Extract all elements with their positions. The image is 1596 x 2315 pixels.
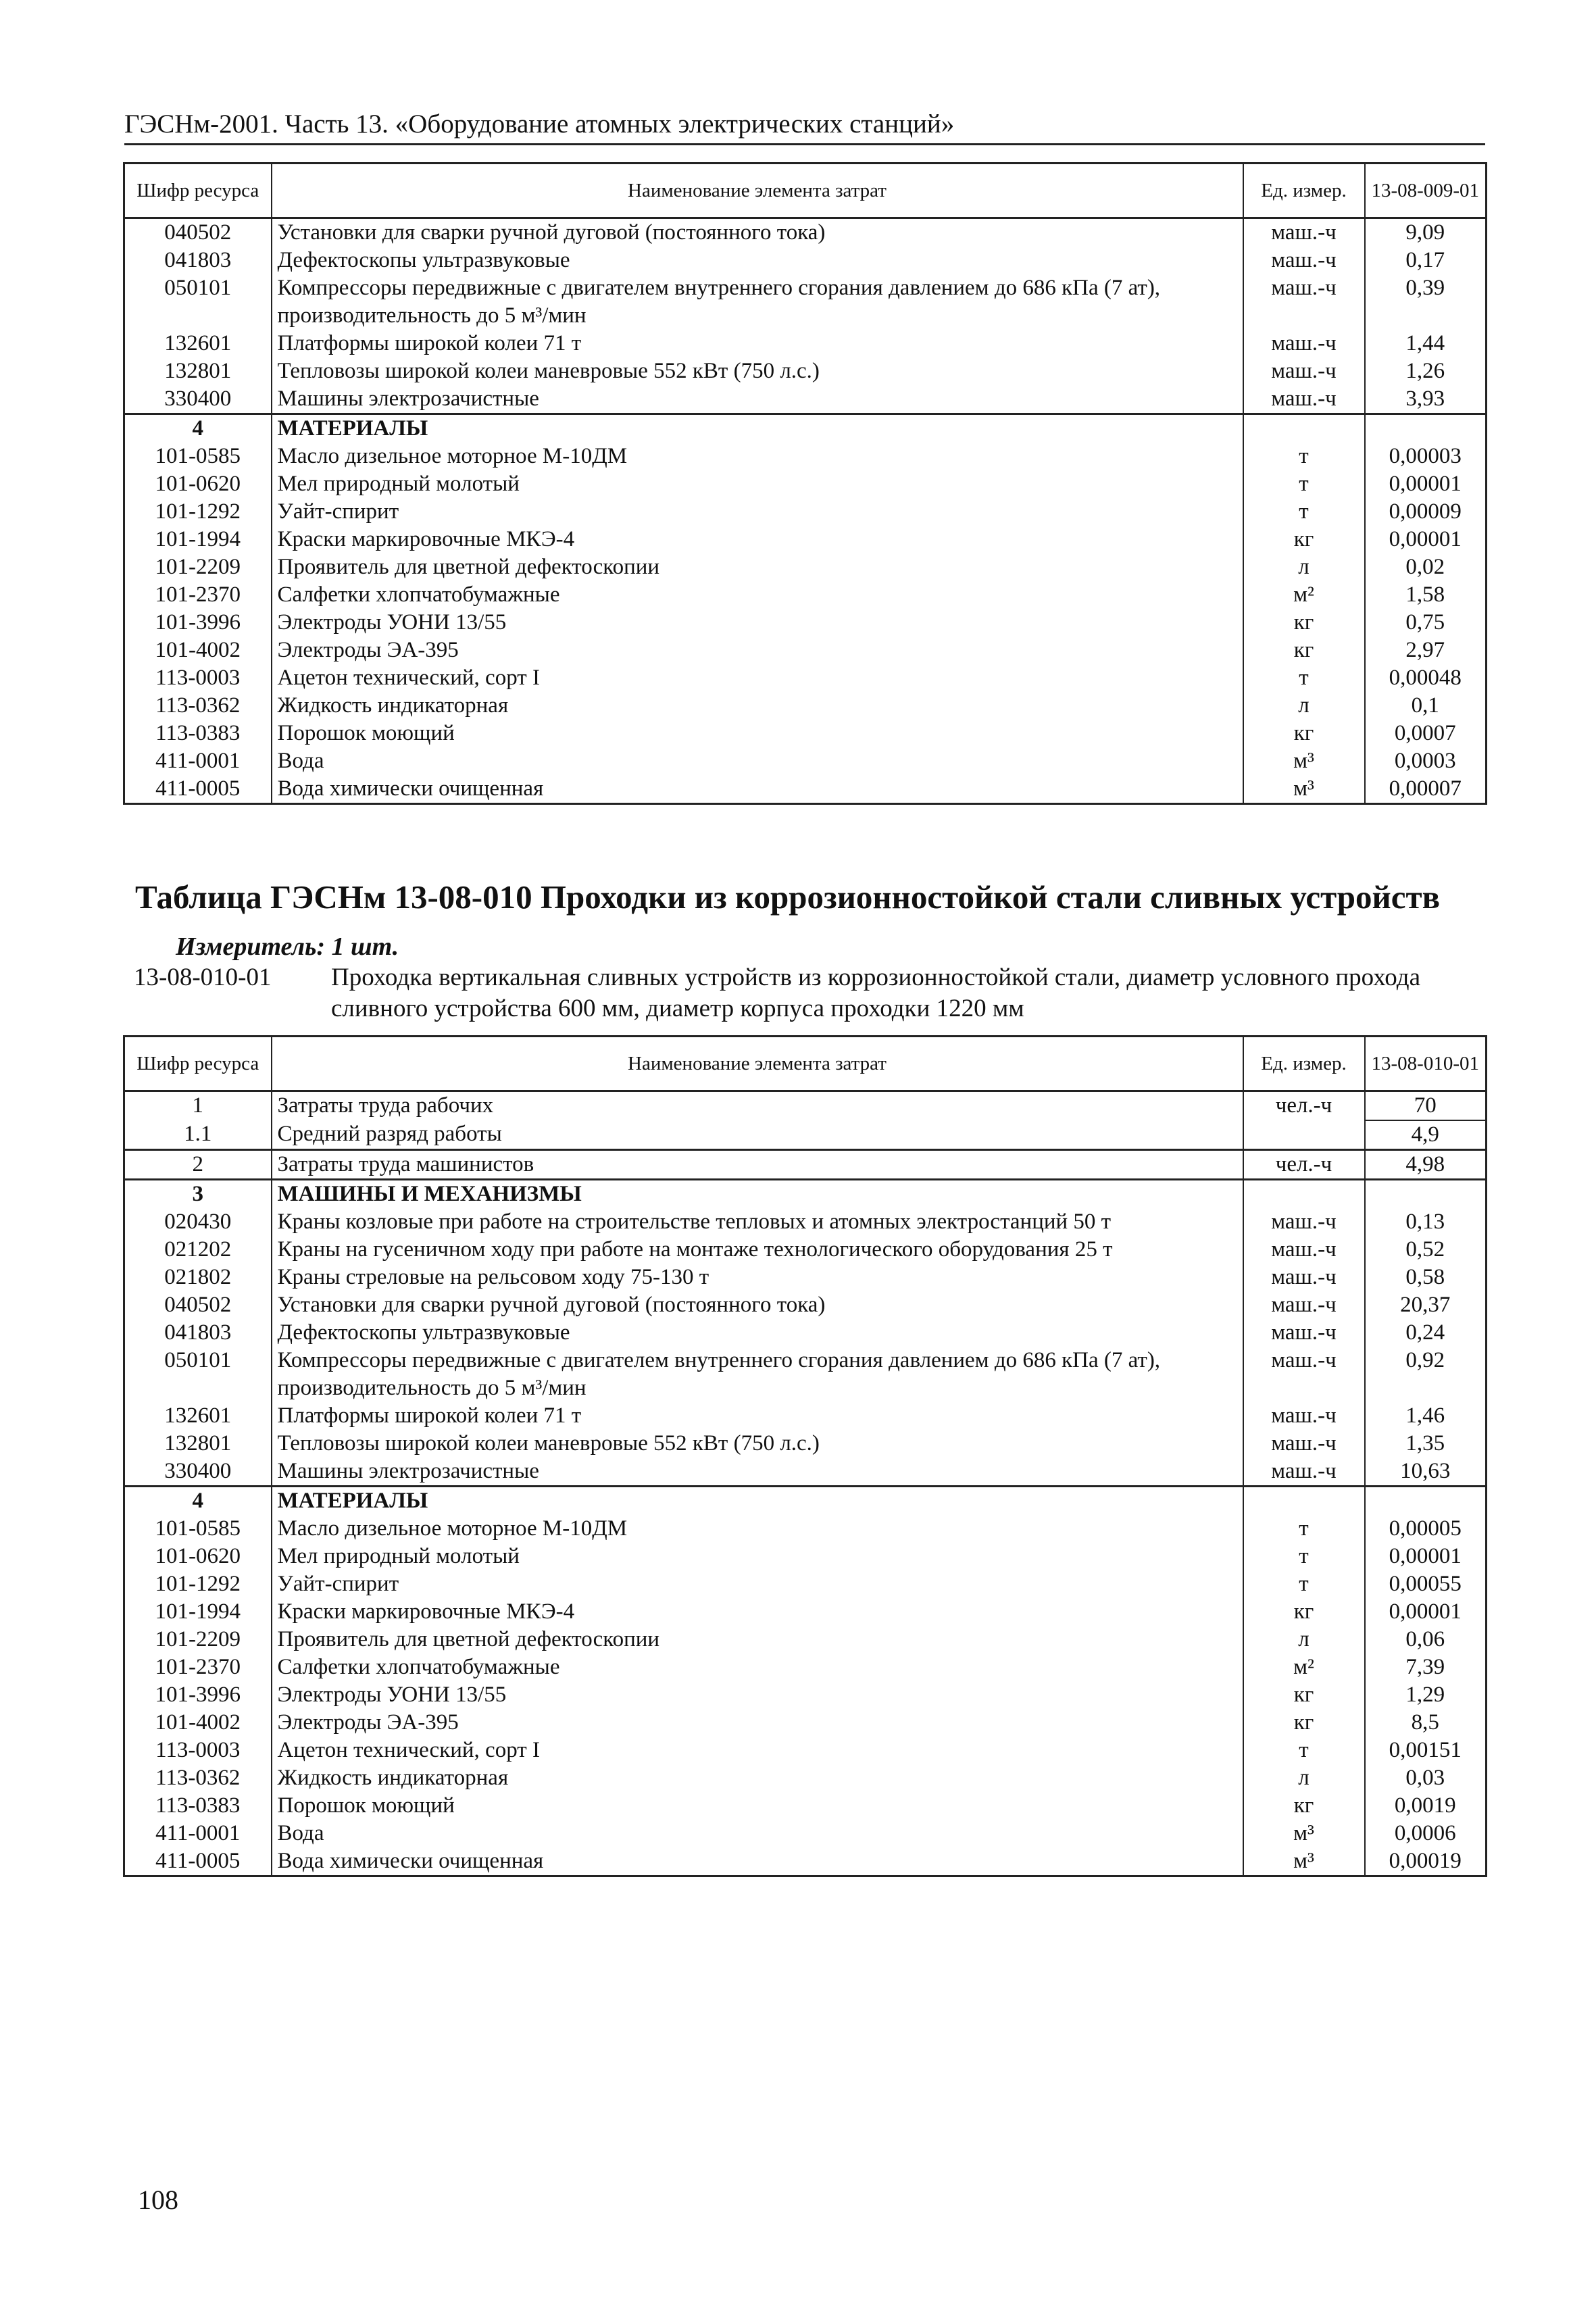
- machines-group: [124, 1180, 1487, 1487]
- resource-unit: кг: [1243, 1681, 1365, 1709]
- table-row: [124, 1150, 1487, 1180]
- resource-name: Электроды ЭА-395: [272, 637, 1243, 664]
- resource-name: Салфетки хлопчатобумажные: [272, 581, 1243, 609]
- resource-value: 1,58: [1365, 581, 1487, 609]
- resource-unit: маш.-ч: [1243, 330, 1365, 357]
- resource-value: 0,00001: [1365, 526, 1487, 553]
- resource-value: 70: [1365, 1091, 1487, 1121]
- resource-unit: кг: [1243, 526, 1365, 553]
- resource-unit: кг: [1243, 720, 1365, 747]
- resource-code: 132801: [124, 357, 272, 385]
- resource-value: 0,13: [1365, 1208, 1487, 1236]
- table-row: [124, 553, 1487, 581]
- resource-name: Установки для сварки ручной дуговой (постоянного тока): [272, 1291, 1243, 1319]
- table-row: [124, 385, 1487, 414]
- resource-value: 0,03: [1365, 1764, 1487, 1792]
- resource-unit: маш.-ч: [1243, 1458, 1365, 1487]
- resource-name: Краны на гусеничном ходу при работе на монтаже технологического оборудования 25 т: [272, 1236, 1243, 1264]
- table-row: [124, 1091, 1487, 1121]
- table-row: [124, 720, 1487, 747]
- resource-code: 1.1: [124, 1120, 272, 1150]
- resource-code: 101-0620: [124, 1543, 272, 1570]
- resource-code: 101-1292: [124, 498, 272, 526]
- section-code: 4: [124, 1487, 272, 1516]
- table-row: [124, 581, 1487, 609]
- resource-code: 101-3996: [124, 1681, 272, 1709]
- resource-name: Порошок моющий: [272, 1792, 1243, 1820]
- table-row: [124, 1709, 1487, 1737]
- table-row: [124, 1626, 1487, 1653]
- resource-value: 0,06: [1365, 1626, 1487, 1653]
- table-row: [124, 1820, 1487, 1847]
- col-header-code: Шифр ресурса: [124, 1037, 272, 1091]
- resource-code: 040502: [124, 218, 272, 247]
- resource-unit: м³: [1243, 747, 1365, 775]
- section-code: 4: [124, 414, 272, 443]
- resource-name: Платформы широкой колеи 71 т: [272, 330, 1243, 357]
- table-row: [124, 498, 1487, 526]
- resource-value: 1,46: [1365, 1402, 1487, 1430]
- table-row: [124, 747, 1487, 775]
- resource-code: 411-0001: [124, 747, 272, 775]
- norm-item-description: Проходка вертикальная сливных устройств из коррозионностойкой стали, диаметр условного прохода сливного устройства 600 мм, диаметр корпуса проходки 1220 мм: [331, 964, 1420, 1022]
- section-name: МАТЕРИАЛЫ: [272, 414, 1243, 443]
- resource-value: 20,37: [1365, 1291, 1487, 1319]
- resource-value: 0,00055: [1365, 1570, 1487, 1598]
- resource-value: 0,39: [1365, 274, 1487, 330]
- resource-code: 411-0001: [124, 1820, 272, 1847]
- resource-code: 330400: [124, 1458, 272, 1487]
- resource-name: Порошок моющий: [272, 720, 1243, 747]
- resource-unit: маш.-ч: [1243, 247, 1365, 274]
- table-row: [124, 1792, 1487, 1820]
- resource-value: 0,00048: [1365, 664, 1487, 692]
- resource-unit: [1243, 1120, 1365, 1150]
- resource-unit: т: [1243, 664, 1365, 692]
- resource-unit: л: [1243, 1764, 1365, 1792]
- resource-unit: л: [1243, 553, 1365, 581]
- resource-name: Тепловозы широкой колеи маневровые 552 кВт (750 л.с.): [272, 1430, 1243, 1458]
- resource-unit: л: [1243, 692, 1365, 720]
- resource-unit: маш.-ч: [1243, 1347, 1365, 1402]
- resource-value: 0,58: [1365, 1264, 1487, 1291]
- resource-value: 0,24: [1365, 1319, 1487, 1347]
- resource-code: 101-2209: [124, 1626, 272, 1653]
- resource-name: Краны стреловые на рельсовом ходу 75-130 т: [272, 1264, 1243, 1291]
- resource-code: 113-0362: [124, 692, 272, 720]
- resource-value: 0,52: [1365, 1236, 1487, 1264]
- table-row: [124, 1208, 1487, 1236]
- resource-code: 101-1994: [124, 526, 272, 553]
- table-row: [124, 1120, 1487, 1150]
- resource-value: 0,00001: [1365, 1598, 1487, 1626]
- table-row: [124, 637, 1487, 664]
- resource-table-13-08-010: [123, 1035, 1487, 1877]
- resource-unit: т: [1243, 498, 1365, 526]
- resource-unit: маш.-ч: [1243, 274, 1365, 330]
- resource-name: Вода: [272, 1820, 1243, 1847]
- table-row: [124, 692, 1487, 720]
- resource-code: 411-0005: [124, 1847, 272, 1876]
- resource-unit: т: [1243, 1515, 1365, 1543]
- resource-value: 0,92: [1365, 1347, 1487, 1402]
- resource-value: 0,00001: [1365, 470, 1487, 498]
- resource-unit: м³: [1243, 1847, 1365, 1876]
- resource-name: Электроды УОНИ 13/55: [272, 609, 1243, 637]
- resource-value: 1,44: [1365, 330, 1487, 357]
- resource-name: Краски маркировочные МКЭ-4: [272, 526, 1243, 553]
- resource-value: 8,5: [1365, 1709, 1487, 1737]
- table-row: [124, 1430, 1487, 1458]
- resource-code: 101-1994: [124, 1598, 272, 1626]
- table-row: [124, 526, 1487, 553]
- resource-unit: т: [1243, 1737, 1365, 1764]
- resource-name: Вода: [272, 747, 1243, 775]
- section-name: МАТЕРИАЛЫ: [272, 1487, 1243, 1516]
- resource-code: 1: [124, 1091, 272, 1121]
- col-header-unit: Ед. измер.: [1243, 1037, 1365, 1091]
- col-header-name: Наименование элемента затрат: [272, 1037, 1243, 1091]
- resource-name: Вода химически очищенная: [272, 775, 1243, 804]
- resource-name: Электроды УОНИ 13/55: [272, 1681, 1243, 1709]
- table-row: [124, 1570, 1487, 1598]
- resource-code: 040502: [124, 1291, 272, 1319]
- resource-unit: маш.-ч: [1243, 385, 1365, 414]
- table-row: [124, 274, 1487, 330]
- resource-value: 0,75: [1365, 609, 1487, 637]
- materials-group: [124, 1487, 1487, 1876]
- resource-name: Затраты труда рабочих: [272, 1091, 1243, 1121]
- resource-code: 101-4002: [124, 637, 272, 664]
- resource-code: 330400: [124, 385, 272, 414]
- resource-code: 132601: [124, 1402, 272, 1430]
- table-row: [124, 357, 1487, 385]
- resource-value: 0,00007: [1365, 775, 1487, 804]
- table-row: [124, 1291, 1487, 1319]
- resource-value: 3,93: [1365, 385, 1487, 414]
- resource-code: 132801: [124, 1430, 272, 1458]
- resource-code: 101-3996: [124, 609, 272, 637]
- resource-unit: маш.-ч: [1243, 1208, 1365, 1236]
- resource-value: 1,29: [1365, 1681, 1487, 1709]
- resource-unit: маш.-ч: [1243, 218, 1365, 247]
- resource-code: 101-2370: [124, 581, 272, 609]
- resource-name: Жидкость индикаторная: [272, 1764, 1243, 1792]
- section-row-materials: [124, 1487, 1487, 1516]
- resource-code: 132601: [124, 330, 272, 357]
- table-row: [124, 443, 1487, 470]
- resource-unit: кг: [1243, 1598, 1365, 1626]
- resource-name: Ацетон технический, сорт I: [272, 664, 1243, 692]
- resource-name: Платформы широкой колеи 71 т: [272, 1402, 1243, 1430]
- resource-name: Тепловозы широкой колеи маневровые 552 кВт (750 л.с.): [272, 357, 1243, 385]
- resource-name: Мел природный молотый: [272, 1543, 1243, 1570]
- table-row: [124, 1681, 1487, 1709]
- table-title: Таблица ГЭСНм 13-08-010 Проходки из коррозионностойкой стали сливных устройств: [135, 878, 1441, 916]
- resource-value: 7,39: [1365, 1653, 1487, 1681]
- resource-code: 101-0620: [124, 470, 272, 498]
- resource-unit: маш.-ч: [1243, 1402, 1365, 1430]
- table-row: [124, 1347, 1487, 1402]
- resource-value: 0,17: [1365, 247, 1487, 274]
- resource-unit: маш.-ч: [1243, 1430, 1365, 1458]
- resource-name: Компрессоры передвижные с двигателем внутреннего сгорания давлением до 686 кПа (7 ат), производительность до 5 м³/мин: [272, 1347, 1243, 1402]
- table-row: [124, 470, 1487, 498]
- col-header-name: Наименование элемента затрат: [272, 164, 1243, 218]
- resource-code: 2: [124, 1150, 272, 1180]
- resource-unit: м²: [1243, 581, 1365, 609]
- table-row: [124, 1319, 1487, 1347]
- resource-code: 041803: [124, 247, 272, 274]
- table-row: [124, 330, 1487, 357]
- resource-unit: чел.-ч: [1243, 1091, 1365, 1121]
- table-row: [124, 775, 1487, 804]
- table-row: [124, 1764, 1487, 1792]
- resource-code: 113-0383: [124, 1792, 272, 1820]
- table-row: [124, 1236, 1487, 1264]
- resource-unit: кг: [1243, 637, 1365, 664]
- table-row: [124, 1515, 1487, 1543]
- resource-name: Мел природный молотый: [272, 470, 1243, 498]
- resource-code: 113-0003: [124, 664, 272, 692]
- resource-name: Ацетон технический, сорт I: [272, 1737, 1243, 1764]
- resource-code: 050101: [124, 1347, 272, 1402]
- resource-name: Средний разряд работы: [272, 1120, 1243, 1150]
- resource-value: 4,98: [1365, 1150, 1487, 1180]
- resource-code: 113-0003: [124, 1737, 272, 1764]
- resource-unit: кг: [1243, 609, 1365, 637]
- resource-unit: маш.-ч: [1243, 1236, 1365, 1264]
- resource-value: 0,02: [1365, 553, 1487, 581]
- resource-unit: т: [1243, 1543, 1365, 1570]
- resource-name: Проявитель для цветной дефектоскопии: [272, 553, 1243, 581]
- resource-name: Установки для сварки ручной дуговой (постоянного тока): [272, 218, 1243, 247]
- table-row: [124, 1402, 1487, 1430]
- col-header-norm: 13-08-009-01: [1365, 164, 1487, 218]
- table-header-row: [124, 1037, 1487, 1091]
- resource-unit: т: [1243, 470, 1365, 498]
- resource-value: 0,00001: [1365, 1543, 1487, 1570]
- resource-name: Компрессоры передвижные с двигателем внутреннего сгорания давлением до 686 кПа (7 ат), производительность до 5 м³/мин: [272, 274, 1243, 330]
- col-header-code: Шифр ресурса: [124, 164, 272, 218]
- resource-unit: маш.-ч: [1243, 1319, 1365, 1347]
- resource-unit: м³: [1243, 775, 1365, 804]
- resource-name: Машины электрозачистные: [272, 385, 1243, 414]
- resource-name: Дефектоскопы ультразвуковые: [272, 247, 1243, 274]
- resource-unit: чел.-ч: [1243, 1150, 1365, 1180]
- resource-value: 0,00019: [1365, 1847, 1487, 1876]
- resource-unit: м²: [1243, 1653, 1365, 1681]
- resource-name: Салфетки хлопчатобумажные: [272, 1653, 1243, 1681]
- table-row: [124, 218, 1487, 247]
- resource-unit: кг: [1243, 1709, 1365, 1737]
- col-header-norm: 13-08-010-01: [1365, 1037, 1487, 1091]
- page-number: 108: [138, 2185, 178, 2215]
- resource-table-13-08-009: [123, 162, 1487, 805]
- section-row-materials: [124, 414, 1487, 443]
- resource-code: 020430: [124, 1208, 272, 1236]
- running-header: ГЭСНм-2001. Часть 13. «Оборудование атомных электрических станций»: [124, 108, 1485, 145]
- resource-name: Краски маркировочные МКЭ-4: [272, 1598, 1243, 1626]
- resource-value: 1,26: [1365, 357, 1487, 385]
- resource-code: 101-2370: [124, 1653, 272, 1681]
- resource-value: 0,1: [1365, 692, 1487, 720]
- resource-name: Уайт-спирит: [272, 498, 1243, 526]
- table-row: [124, 1458, 1487, 1487]
- table-row: [124, 1653, 1487, 1681]
- resource-value: 9,09: [1365, 218, 1487, 247]
- resource-unit: маш.-ч: [1243, 357, 1365, 385]
- resource-value: 1,35: [1365, 1430, 1487, 1458]
- table-row: [124, 1543, 1487, 1570]
- resource-value: 0,0007: [1365, 720, 1487, 747]
- resource-value: 10,63: [1365, 1458, 1487, 1487]
- resource-unit: маш.-ч: [1243, 1291, 1365, 1319]
- resource-code: 101-0585: [124, 443, 272, 470]
- resource-code: 041803: [124, 1319, 272, 1347]
- resource-name: Электроды ЭА-395: [272, 1709, 1243, 1737]
- section-code: 3: [124, 1180, 272, 1209]
- resource-value: 0,00151: [1365, 1737, 1487, 1764]
- section-name: МАШИНЫ И МЕХАНИЗМЫ: [272, 1180, 1243, 1209]
- resource-unit: кг: [1243, 1792, 1365, 1820]
- norm-item-code: 13-08-010-01: [134, 964, 272, 991]
- resource-code: 101-2209: [124, 553, 272, 581]
- resource-name: Масло дизельное моторное М-10ДМ: [272, 443, 1243, 470]
- resource-value: 0,00005: [1365, 1515, 1487, 1543]
- resource-name: Машины электрозачистные: [272, 1458, 1243, 1487]
- resource-code: 113-0362: [124, 1764, 272, 1792]
- meter-label: Измеритель: 1 шт.: [176, 932, 399, 961]
- resource-value: 0,0003: [1365, 747, 1487, 775]
- resource-value: 0,0006: [1365, 1820, 1487, 1847]
- resource-unit: т: [1243, 1570, 1365, 1598]
- resource-name: Масло дизельное моторное М-10ДМ: [272, 1515, 1243, 1543]
- resource-unit: м³: [1243, 1820, 1365, 1847]
- resource-code: 113-0383: [124, 720, 272, 747]
- operators-group: [124, 1150, 1487, 1180]
- resource-name: Жидкость индикаторная: [272, 692, 1243, 720]
- table-row: [124, 1737, 1487, 1764]
- resource-value: 0,00003: [1365, 443, 1487, 470]
- table-row: [124, 247, 1487, 274]
- table-row: [124, 609, 1487, 637]
- resource-unit: маш.-ч: [1243, 1264, 1365, 1291]
- table-row: [124, 1598, 1487, 1626]
- resource-name: Краны козловые при работе на строительстве тепловых и атомных электростанций 50 т: [272, 1208, 1243, 1236]
- resource-unit: т: [1243, 443, 1365, 470]
- table-row: [124, 664, 1487, 692]
- resource-value: 0,0019: [1365, 1792, 1487, 1820]
- resource-value: 4,9: [1365, 1120, 1487, 1150]
- machines-group: [124, 218, 1487, 414]
- resource-name: Дефектоскопы ультразвуковые: [272, 1319, 1243, 1347]
- resource-code: 050101: [124, 274, 272, 330]
- resource-code: 021202: [124, 1236, 272, 1264]
- col-header-unit: Ед. измер.: [1243, 164, 1365, 218]
- resource-unit: л: [1243, 1626, 1365, 1653]
- section-row-machines: [124, 1180, 1487, 1209]
- resource-code: 411-0005: [124, 775, 272, 804]
- resource-name: Вода химически очищенная: [272, 1847, 1243, 1876]
- resource-name: Проявитель для цветной дефектоскопии: [272, 1626, 1243, 1653]
- table-row: [124, 1847, 1487, 1876]
- resource-name: Затраты труда машинистов: [272, 1150, 1243, 1180]
- materials-group: [124, 414, 1487, 804]
- resource-value: 2,97: [1365, 637, 1487, 664]
- table-row: [124, 1264, 1487, 1291]
- resource-code: 021802: [124, 1264, 272, 1291]
- table-header-row: [124, 164, 1487, 218]
- resource-value: 0,00009: [1365, 498, 1487, 526]
- labor-group: [124, 1091, 1487, 1150]
- resource-code: 101-1292: [124, 1570, 272, 1598]
- resource-code: 101-4002: [124, 1709, 272, 1737]
- resource-name: Уайт-спирит: [272, 1570, 1243, 1598]
- resource-code: 101-0585: [124, 1515, 272, 1543]
